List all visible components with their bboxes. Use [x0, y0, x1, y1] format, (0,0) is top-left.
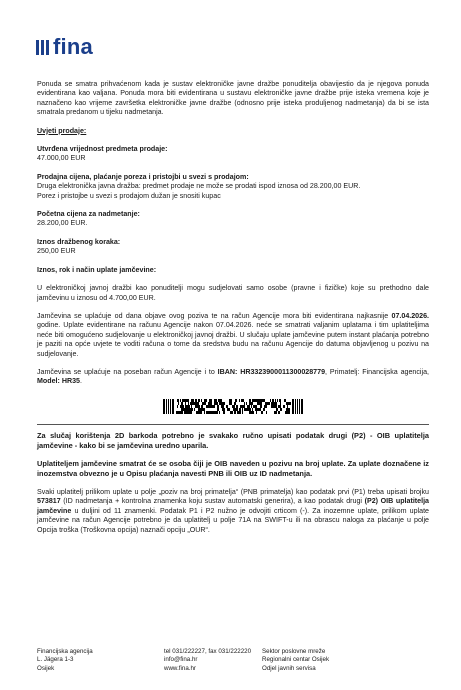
price-text-1: Druga elektronička javna dražba: predmet prodaje ne može se prodati ispod iznosa od 28.200,00 EUR.	[37, 182, 361, 191]
fina-logo	[36, 36, 93, 58]
final-p2: (P2) OIB uplatitelja jamčevine	[37, 497, 429, 515]
deposit-p3-end: .	[79, 377, 82, 386]
footer-department	[262, 648, 329, 673]
starting-price-amount: 28.200,00 EUR.	[37, 219, 88, 228]
footer-contact	[164, 648, 251, 673]
footer-line: L. Jägera 1-3	[37, 656, 74, 664]
deposit-p3-text: Jamčevina se uplaćuje na poseban račun Agencije i to	[37, 367, 218, 376]
footer-line: Odjel javnih servisa	[262, 664, 316, 672]
logo-bars-icon	[36, 40, 49, 55]
payer-note: Uplatiteljem jamčevine smatrat će se osoba čiji je OIB naveden u pozivu na broj uplate. Za uplate doznačene iz inozemstva obvezno je u Opisu plaćanja navesti PNB ili OIB uz ID nadmetanja.	[37, 459, 429, 479]
final-text-b: (ID nadmetanja + kontrolna znamenka koju sustav automatski generira), a kao podatak drugi	[60, 497, 365, 506]
value-amount: 47.000,00 EUR	[37, 154, 86, 163]
deposit-deadline: 07.04.2026.	[391, 311, 429, 320]
deposit-paragraph-2	[37, 312, 429, 359]
price-text-2: Porez i pristojbe u svezi s prodajom dužan je snositi kupac	[37, 191, 221, 200]
pdf417-barcode	[163, 399, 303, 414]
deposit-paragraph-1: U elektroničkoj javnoj dražbi kao ponuditelji mogu sudjelovati samo osobe (pravne i fizičke) koje su prethodno dale jamčevinu u iznosu od 4.700,00 EUR.	[37, 284, 429, 302]
increment-amount: 250,00 EUR	[37, 247, 76, 256]
conditions-title: Uvjeti prodaje:	[37, 126, 87, 135]
deposit-p2-text-cont: godine. Uplate evidentirane na računu Agencije nakon 07.04.2026. neće se smatrati valjanim uplatama i tim uplatiteljima neće biti omogućeno sudjelovanje u elektroničkoj javnoj dražbi. U slučaju uplate jamčevine putem instant plaćanja potrebno je paziti na opće uvjete te voditi računa o tome da sredstva budu na računu Agencije do datuma objavljenog u pozivu na sudjelovanje.	[37, 321, 429, 358]
intro-paragraph: Ponuda se smatra prihvaćenom kada je sustav elektroničke javne dražbe ponuditelja obavijestio da je njegova ponuda evidentirana kao valjana. Ponuda mora biti evidentirana u sustavu elektroničke javne dražbe prije isteka vremena koje je naznačeno kao vrijeme završetka elektroničke javne dražbe (odnosno prije isteka produljenog nadmetanja) da bi se ista smatrala predanom u tijeku nadmetanja.	[37, 80, 429, 117]
footer-line: tel 031/222227, fax 031/222220	[164, 648, 252, 655]
footer-line: Regionalni centar Osijek	[262, 656, 330, 664]
footer-line: Financijska agencija	[37, 648, 93, 655]
deposit-label: Iznos, rok i način uplate jamčevine:	[37, 265, 157, 274]
footer-website[interactable]: www.fina.hr	[164, 664, 196, 672]
auction-reference: 573817	[37, 497, 61, 506]
price-label: Prodajna cijena, plaćanje poreza i pristojbi u svezi s prodajom:	[37, 172, 249, 181]
document-body	[37, 80, 429, 535]
footer-address	[37, 648, 93, 673]
deposit-p3-text-cont: , Primatelj: Financijska agencija,	[325, 367, 429, 376]
iban: IBAN: HR3323900011300028779	[217, 367, 326, 376]
increment-label: Iznos dražbenog koraka:	[37, 237, 121, 246]
starting-price-label: Početna cijena za nadmetanje:	[37, 210, 140, 219]
logo-text: fina	[53, 34, 93, 59]
value-label: Utvrđena vrijednost predmeta prodaje:	[37, 145, 168, 154]
final-paragraph	[37, 488, 429, 535]
footer-line: Sektor poslovne mreže	[262, 648, 326, 655]
final-text-a: Svaki uplatitelj prilikom uplate u polje „poziv na broj primatelja“ (PNB primatelja) kao podatak prvi (P1) treba upisati brojku	[37, 487, 429, 496]
divider	[37, 424, 429, 425]
footer-line: Osijek	[37, 664, 55, 672]
payment-model: Model: HR35	[37, 377, 80, 386]
deposit-paragraph-3	[37, 368, 429, 387]
footer-email[interactable]: info@fina.hr	[164, 656, 198, 664]
barcode-note: Za slučaj korištenja 2D barkoda potrebno je svakako ručno upisati podatak drugi (P2) - OIB uplatitelja jamčevine - kako bi se jamčevina uredno uparila.	[37, 430, 429, 450]
final-text-c: u duljini od 11 znamenki. Podatak P1 i P2 nužno je odvojiti crticom (-). Za inozemne uplate, prilikom uplate jamčevine na račun Agencije potrebno je da uplatitelj u polje 71A na SWIFT-u ili na obrascu naloga za plaćanje u polje Opcija troška (Troškovna opcija) naznači opciju „OUR“.	[37, 506, 429, 534]
deposit-p2-text: Jamčevina se uplaćuje od dana objave ovog poziva te na račun Agencije mora biti evidentirana najkasnije	[37, 311, 392, 320]
